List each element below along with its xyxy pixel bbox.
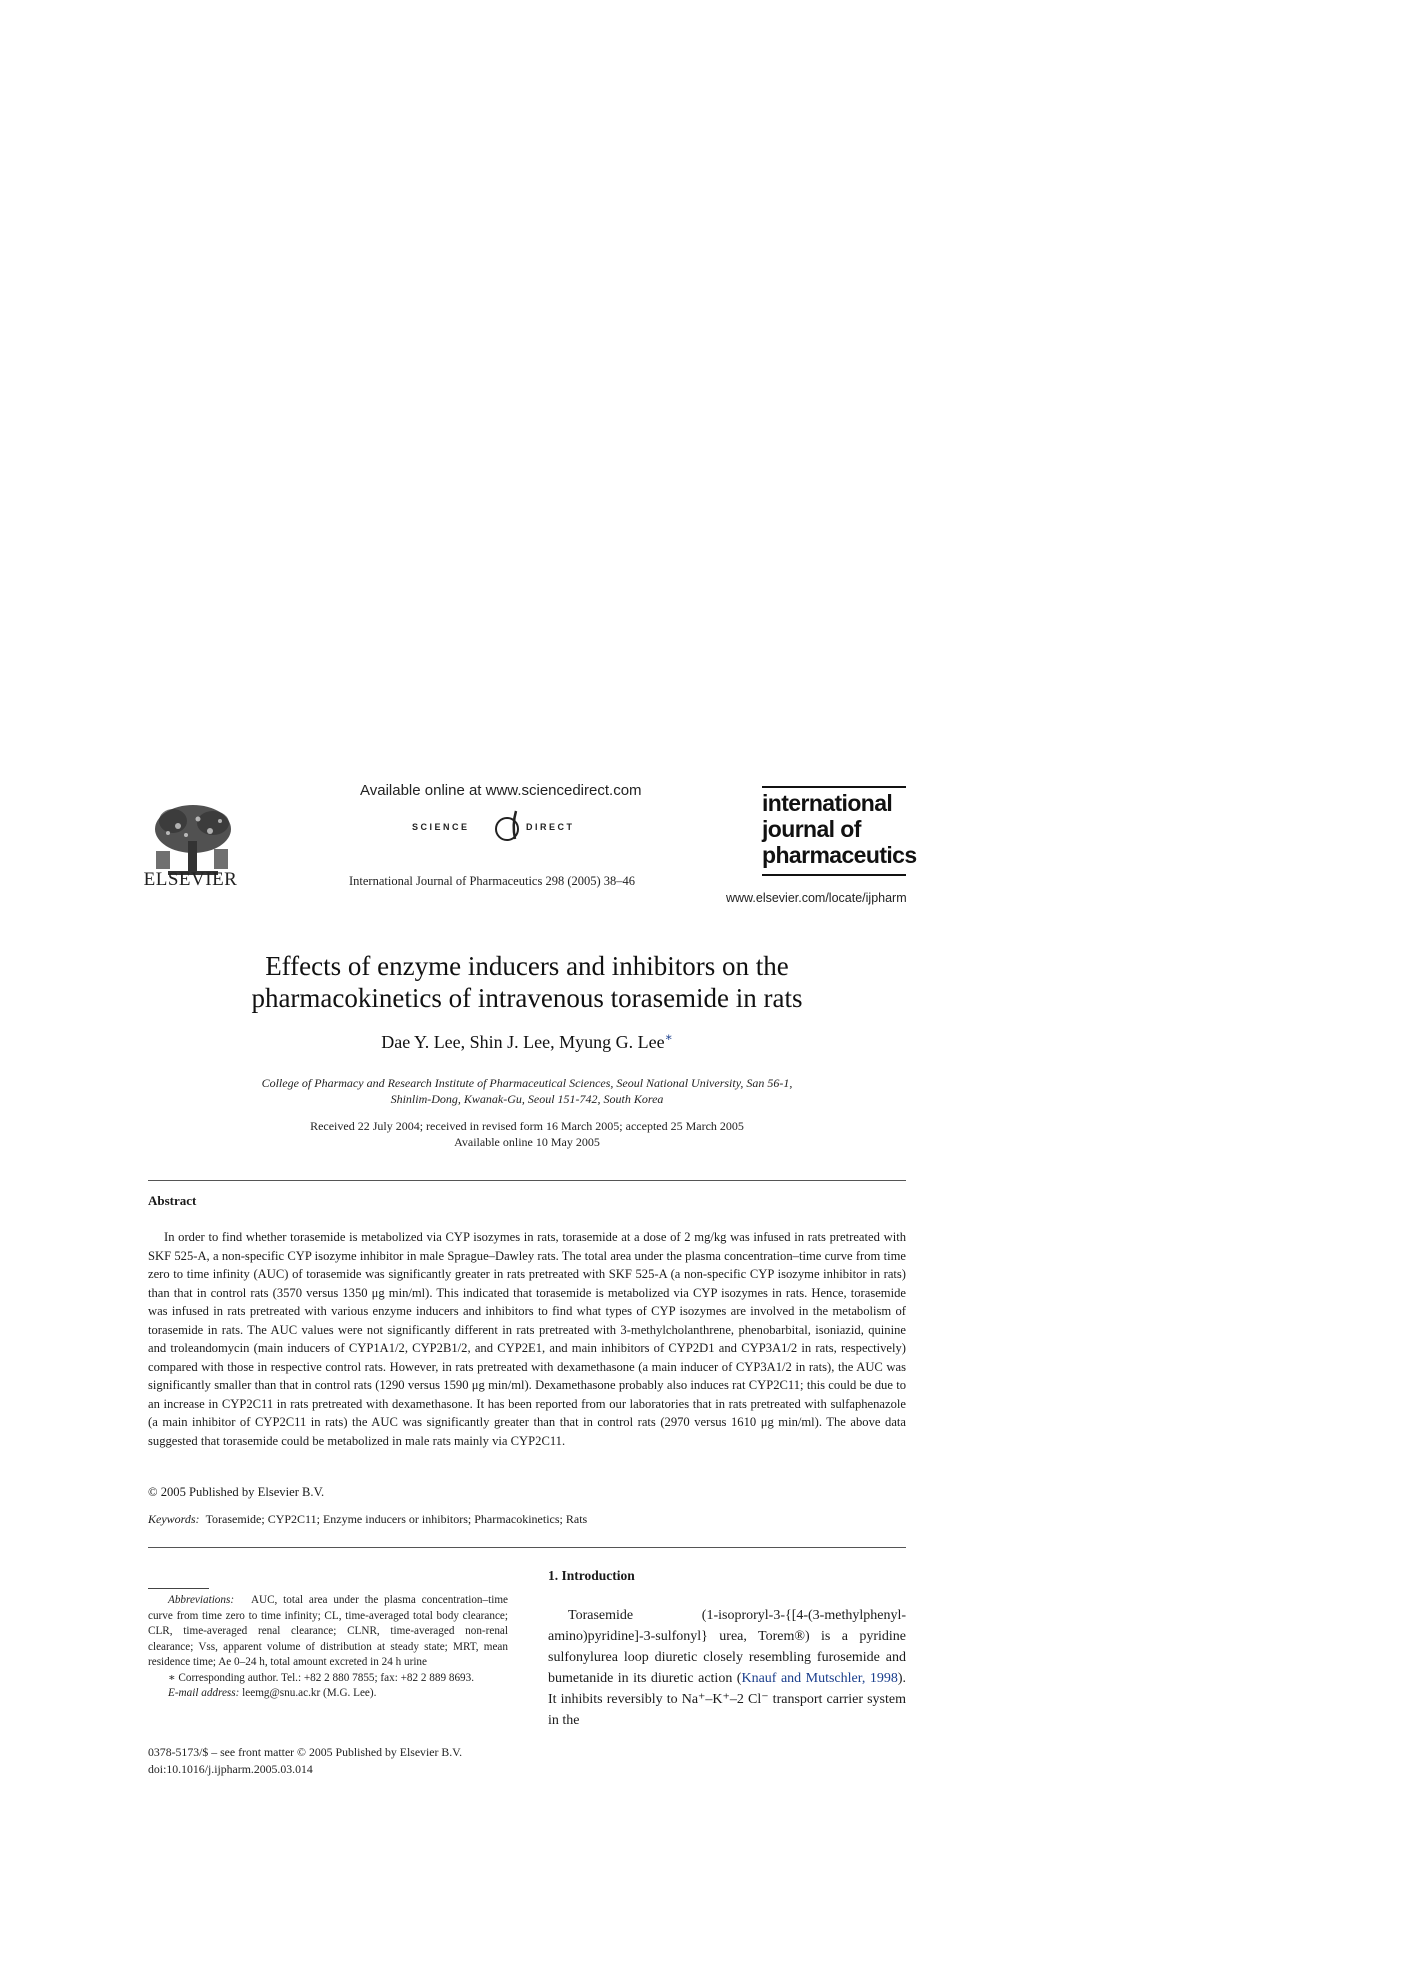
journal-brand: [762, 790, 917, 868]
introduction-heading: 1. Introduction: [548, 1568, 635, 1583]
available-online-text[interactable]: Available online at www.sciencedirect.com: [360, 782, 642, 799]
sciencedirect-left-word: SCIENCE: [412, 822, 470, 832]
publisher-name: ELSEVIER: [143, 869, 238, 890]
abbreviations-text: AUC, total area under the plasma concentration–time curve from time zero to time infinity; CL, time-averaged total body clearance; CLR, time-averaged renal clearance; CLNR, time-averaged non-renal clearance; Vss, apparent volume of distribution at steady state; MRT, mean residence time; Ae 0–24 h, total amount excreted in 24 h urine: [148, 1594, 508, 1668]
divider-bottom: [148, 1547, 906, 1548]
abbreviations-label: Abbreviations:: [168, 1594, 235, 1606]
received-dates: Received 22 July 2004; received in revised form 16 March 2005; accepted 25 March 2005: [310, 1119, 744, 1133]
intro-text-part-1: Torasemide (1-isoproryl-3-{[4-(3-methylphenyl-amino)pyridine]-3-sulfonyl} urea, Torem®) is a pyridine sulfonylurea loop diuretic closely resembling furosemide and bumetanide in its diuretic action (: [548, 1608, 906, 1686]
keywords-label: Keywords:: [148, 1512, 200, 1526]
brand-line-3: pharmaceutics: [762, 842, 917, 868]
footnotes: [148, 1593, 508, 1702]
article-history: [148, 1118, 906, 1150]
brand-line-2: journal of: [762, 816, 861, 842]
keywords: [148, 1512, 587, 1527]
abbreviations-footnote: [148, 1593, 508, 1671]
sciencedirect-d-icon: [412, 805, 602, 845]
affiliation-line-1: College of Pharmacy and Research Institute of Pharmaceutical Sciences, Seoul National University, San 56-1,: [261, 1076, 793, 1090]
keywords-list: Torasemide; CYP2C11; Enzyme inducers or inhibitors; Pharmacokinetics; Rats: [205, 1512, 588, 1526]
affiliation: [148, 1075, 906, 1107]
article-title: [148, 950, 906, 1014]
citation-link[interactable]: Knauf and Mutschler, 1998: [741, 1671, 898, 1686]
email-footnote: [148, 1686, 508, 1702]
sciencedirect-right-word: DIRECT: [526, 822, 575, 832]
available-date: Available online 10 May 2005: [454, 1135, 600, 1149]
email-label: E-mail address:: [168, 1687, 240, 1699]
journal-url-link[interactable]: www.elsevier.com/locate/ijpharm: [726, 891, 907, 905]
corresponding-author-link[interactable]: ∗: [664, 1030, 673, 1044]
title-line-1: Effects of enzyme inducers and inhibitors on the: [265, 951, 789, 981]
intro-text-part-2: ). It inhibits reversibly to Na⁺–K⁺–2 Cl⁻ transport carrier system in the: [548, 1671, 906, 1728]
brand-top-rule: [762, 786, 906, 788]
affiliation-line-2: Shinlim-Dong, Kwanak-Gu, Seoul 151-742, South Korea: [390, 1092, 664, 1106]
authors-text: Dae Y. Lee, Shin J. Lee, Myung G. Lee: [381, 1032, 665, 1052]
brand-bottom-rule: [762, 874, 906, 876]
brand-line-1: international: [762, 790, 893, 816]
copyright-notice: © 2005 Published by Elsevier B.V.: [148, 1485, 325, 1499]
email-link[interactable]: leemg@snu.ac.kr (M.G. Lee).: [242, 1687, 377, 1699]
abstract-body: In order to find whether torasemide is metabolized via CYP isozymes in rats, torasemide at a dose of 2 mg/kg was infused in rats pretreated with SKF 525-A, a non-specific CYP isozyme inhibitor in male Sprague–Dawley rats. The total area under the plasma concentration–time curve from time zero to time infinity (AUC) of torasemide was significantly greater in rats pretreated with SKF 525-A (a non-specific CYP isozyme inhibitor in rats) than that in control rats (3570 versus 1350 μg min/ml). This indicated that torasemide is metabolized via CYP isozymes in rats. Hence, torasemide was infused in rats pretreated with various enzyme inducers and inhibitors to find what types of CYP isozymes are involved in the metabolism of torasemide in rats. The AUC values were not significantly different in rats pretreated with 3-methylcholanthrene, phenobarbital, isoniazid, quinine and troleandomycin (main inducers of CYP1A1/2, CYP2B1/2, and CYP2E1, and main inhibitors of CYP2D1 and CYP3A1/2 in rats, respectively) compared with those in respective control rats. However, in rats pretreated with dexamethasone (a main inducer of CYP3A1/2 in rats), the AUC was significantly smaller than that in control rats (1290 versus 1590 μg min/ml). Dexamethasone probably also induces rat CYP2C11; this could be due to an increase in CYP2C11 in rats pretreated with dexamethasone. It has been reported from our laboratories that in rats pretreated with sulfaphenazole (a main inhibitor of CYP2C11 in rats) the AUC was significantly greater than that in control rats (2970 versus 1610 μg min/ml). The above data suggested that torasemide could be metabolized in male rats mainly via CYP2C11.: [148, 1230, 906, 1448]
abstract-heading: Abstract: [148, 1193, 197, 1208]
doi-link[interactable]: doi:10.1016/j.ijpharm.2005.03.014: [148, 1762, 313, 1776]
sciencedirect-logo: [412, 805, 602, 845]
divider-top: [148, 1180, 906, 1181]
issn-line: 0378-5173/$ – see front matter © 2005 Published by Elsevier B.V.: [148, 1745, 463, 1759]
journal-citation: International Journal of Pharmaceutics 298 (2005) 38–46: [349, 874, 636, 888]
corresponding-author-footnote: ∗ Corresponding author. Tel.: +82 2 880 7855; fax: +82 2 889 8693.: [168, 1671, 475, 1684]
title-line-2: pharmacokinetics of intravenous torasemide in rats: [251, 983, 803, 1013]
footnote-rule: [148, 1588, 209, 1589]
issn-block: [148, 1744, 548, 1778]
author-list: [148, 1030, 906, 1053]
introduction-body: [548, 1605, 906, 1731]
